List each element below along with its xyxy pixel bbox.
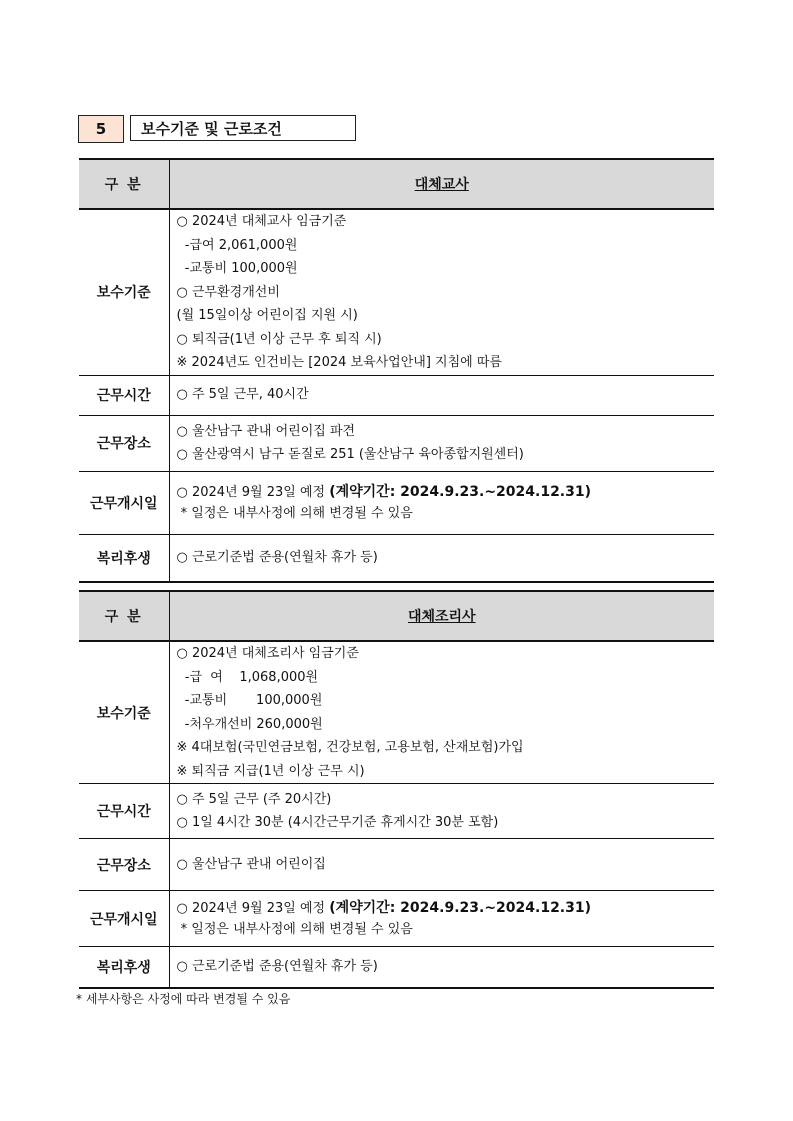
pay-line: ※ 퇴직금 지급(1년 이상 근무 시) xyxy=(176,763,365,779)
hours-line: ○ 주 5일 근무 (주 20시간) xyxy=(176,791,332,807)
welfare-label: 복리후생 xyxy=(79,947,169,988)
start-label: 근무개시일 xyxy=(79,891,169,947)
start-date-line: ○ 2024년 9월 23일 예정 (계약기간: 2024.9.23.~2024.12.31) xyxy=(176,899,592,916)
header-position: 대체교사 xyxy=(169,159,714,209)
footnote: * 세부사항은 사정에 따라 변경될 수 있음 xyxy=(76,992,291,1006)
contract-period: (계약기간: 2024.9.23.~2024.12.31) xyxy=(329,899,592,916)
pay-row xyxy=(79,641,714,784)
pay-line: ○ 2024년 대체교사 임금기준 xyxy=(176,214,347,229)
place-line: ○ 울산남구 관내 어린이집 파견 xyxy=(176,423,356,439)
header-category: 구 분 xyxy=(79,159,169,209)
hours-label: 근무시간 xyxy=(79,375,169,415)
start-row xyxy=(79,891,714,947)
place-content xyxy=(169,839,714,891)
pay-line: -교통비 100,000원 xyxy=(176,261,298,276)
pay-line: ○ 2024년 대체조리사 임금기준 xyxy=(176,646,359,661)
welfare-row xyxy=(79,947,714,988)
place-label: 근무장소 xyxy=(79,415,169,471)
hours-label: 근무시간 xyxy=(79,784,169,839)
pay-line: -교통비 100,000원 xyxy=(176,693,323,708)
welfare-line: ○ 근로기준법 준용(연월차 휴가 등) xyxy=(176,959,378,974)
pay-line: ※ 2024년도 인건비는 [2024 보육사업안내] 지침에 따름 xyxy=(176,355,502,370)
place-row xyxy=(79,839,714,891)
start-content xyxy=(169,471,714,534)
start-row xyxy=(79,471,714,534)
welfare-row xyxy=(79,534,714,582)
place-line: ○ 울산남구 관내 어린이집 xyxy=(176,856,326,872)
hours-line: ○ 1일 4시간 30분 (4시간근무기준 휴게시간 30분 포함) xyxy=(176,815,499,830)
pay-label: 보수기준 xyxy=(79,641,169,784)
start-date-line: ○ 2024년 9월 23일 예정 (계약기간: 2024.9.23.~2024.12.31) xyxy=(176,483,592,500)
hours-row xyxy=(79,784,714,839)
hours-row xyxy=(79,375,714,415)
pay-line: ○ 퇴직금(1년 이상 근무 후 퇴직 시) xyxy=(176,331,382,347)
hours-line: ○ 주 5일 근무, 40시간 xyxy=(176,387,309,403)
pay-line: ※ 4대보험(국민연금보험, 건강보험, 고용보험, 산재보험)가입 xyxy=(176,740,524,755)
pay-row xyxy=(79,209,714,375)
teacher-conditions-table xyxy=(79,158,714,583)
welfare-content xyxy=(169,534,714,582)
place-content xyxy=(169,415,714,471)
place-row xyxy=(79,415,714,471)
welfare-content xyxy=(169,947,714,988)
start-note: * 일정은 내부사정에 의해 변경될 수 있음 xyxy=(176,921,413,937)
table-header-row xyxy=(79,591,714,641)
contract-period: (계약기간: 2024.9.23.~2024.12.31) xyxy=(329,483,592,500)
welfare-line: ○ 근로기준법 준용(연월차 휴가 등) xyxy=(176,550,378,565)
place-label: 근무장소 xyxy=(79,839,169,891)
header-category: 구 분 xyxy=(79,591,169,641)
welfare-label: 복리후생 xyxy=(79,534,169,582)
start-note: * 일정은 내부사정에 의해 변경될 수 있음 xyxy=(176,505,413,521)
pay-line: ○ 근무환경개선비 xyxy=(176,284,280,300)
header-position: 대체조리사 xyxy=(169,591,714,641)
start-content xyxy=(169,891,714,947)
start-label: 근무개시일 xyxy=(79,471,169,534)
pay-line: -처우개선비 260,000원 xyxy=(176,716,323,732)
cook-conditions-table xyxy=(79,590,714,989)
hours-content xyxy=(169,375,714,415)
section-header xyxy=(78,115,356,143)
section-number: 5 xyxy=(78,115,124,143)
table-header-row xyxy=(79,159,714,209)
place-line: ○ 울산광역시 남구 돋질로 251 (울산남구 육아종합지원센터) xyxy=(176,447,524,462)
pay-line: -급여 2,061,000원 xyxy=(176,237,298,253)
pay-content xyxy=(169,641,714,784)
pay-line: (월 15일이상 어린이집 지원 시) xyxy=(176,308,358,323)
pay-label: 보수기준 xyxy=(79,209,169,375)
section-title: 보수기준 및 근로조건 xyxy=(130,115,356,141)
pay-line: -급 여 1,068,000원 xyxy=(176,669,319,685)
hours-content xyxy=(169,784,714,839)
pay-content xyxy=(169,209,714,375)
